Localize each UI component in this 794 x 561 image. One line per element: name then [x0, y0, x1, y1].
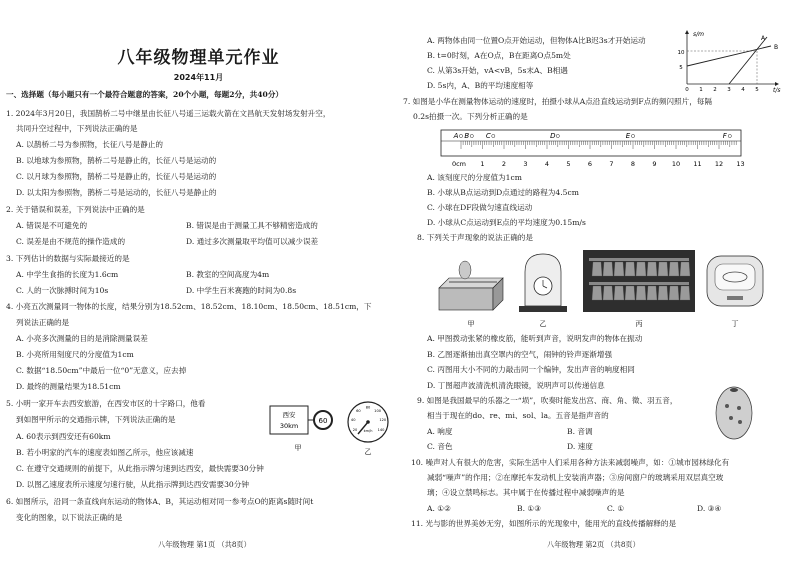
chime-bells-icon — [583, 250, 695, 312]
q9-option-a: A. 响度 — [427, 427, 453, 436]
ball-position — [492, 134, 495, 137]
q4-stem-2: 列说法正确的是 — [16, 318, 70, 327]
q3-option-d: D. 中学生百米赛跑的时间为0.8s — [186, 286, 297, 295]
q7-option-b: B. 小球从B点运动到D点通过的路程为4.5cm — [427, 188, 579, 197]
x-tick-2: 2 — [713, 87, 717, 93]
sound-figures — [433, 248, 773, 328]
line-b-label: B — [774, 44, 779, 51]
section-heading: 一、选择题（每小题只有一个最符合题意的答案，20个小题，每题2分，共40分） — [6, 90, 284, 99]
ball-position — [459, 134, 462, 137]
q9-stem-1: 9. 如图是我国最早的乐器之一“埙”，吹奏时能发出宫、商、角、徵、羽五音， — [417, 396, 678, 405]
speedometer-tick-label: 140 — [377, 428, 385, 432]
figure-label-yi: 乙 — [364, 448, 372, 456]
bell-icon — [592, 286, 602, 300]
ruler-number: 4 — [544, 160, 550, 168]
q10-option-d: D. ③④ — [697, 504, 722, 513]
q1-option-d: D. 以太阳为参照物，鹊桥二号是运动的，长征八号是静止的 — [16, 188, 217, 197]
fig-label-ding: 丁 — [731, 320, 739, 328]
q10-stem-3: 璃；④设立禁鸣标志。其中属于在传播过程中减弱噪声的是 — [427, 488, 625, 497]
ruler-number: 9 — [652, 160, 657, 168]
bell-jar-icon — [519, 254, 567, 312]
bell-icon — [625, 262, 635, 276]
strobe-ruler-figure — [433, 126, 753, 172]
q11-stem: 11. 光与影的世界美妙无穷，如图所示的光现象中，能用光的直线传播解释的是 — [411, 519, 677, 528]
ruler-number: 7 — [609, 160, 614, 168]
q6-option-a: A. 两物体由同一位置O点开始运动，但物体A比B迟3s才开始运动 — [427, 36, 646, 45]
bell-icon — [669, 286, 679, 300]
y-tick-10: 10 — [677, 50, 685, 56]
speedometer-unit: km/h — [363, 429, 373, 433]
q1-option-b: B. 以地球为参照物，鹊桥二号是静止的，长征八号是运动的 — [16, 156, 217, 165]
q5-stem-1: 5. 小明一家开车去西安旅游，在西安市区的十字路口，他看 — [6, 399, 206, 408]
q7-stem-1: 7. 如图是小华在测量物体运动的速度时，拍摄小球从A点沿直线运动到F点的频闪照片，每隔 — [403, 97, 712, 106]
ruler-number: 2 — [501, 160, 507, 168]
q10-stem-2: 减弱“噪声”的作用；②在摩托车发动机上安装消声器；③房间窗户的玻璃采用双层真空玻 — [427, 473, 724, 482]
q10-option-b: B. ①③ — [517, 504, 542, 513]
q10-stem-1: 10. 噪声对人有很大的危害，实际生活中人们采用各种方法来减弱噪声，如：①城市园林绿化有 — [411, 458, 730, 467]
speedometer-tick-label: 120 — [379, 417, 387, 422]
fig-label-bing: 丙 — [635, 320, 643, 328]
q7-stem-2: 0.2s拍摄一次。下列分析正确的是 — [413, 112, 528, 121]
q1-stem-2: 共同升空过程中，下列说法正确的是 — [16, 124, 138, 133]
bell-icon — [658, 262, 668, 276]
ball-position — [631, 134, 634, 137]
right-page — [397, 0, 794, 561]
bell-icon — [669, 262, 679, 276]
fig-label-yi: 乙 — [539, 320, 547, 328]
q4-option-d: D. 最终的测量结果为18.51cm — [16, 382, 121, 391]
bell-icon — [592, 262, 602, 276]
q2-option-a: A. 错误是不可避免的 — [16, 221, 88, 230]
x-tick-5: 5 — [755, 87, 759, 93]
ball-position — [728, 134, 731, 137]
ruler-number: 13 — [736, 160, 745, 168]
q7-option-c: C. 小球在DF段做匀速直线运动 — [427, 203, 533, 212]
y-axis-label: s/m — [693, 31, 704, 38]
speedometer-tick-label: 60 — [356, 409, 361, 413]
point-label: C — [485, 132, 491, 140]
page-footer: 八年级物理 第2页 （共8页） — [547, 540, 640, 549]
ruler-number: 11 — [693, 160, 702, 168]
x-tick-3: 3 — [727, 87, 731, 93]
figure-label-jia: 甲 — [294, 444, 302, 452]
ruler-number: 5 — [566, 160, 571, 168]
sign-distance: 30km — [279, 422, 299, 430]
q3-option-a: A. 中学生食指的长度为1.6cm — [16, 270, 119, 279]
q3-stem: 3. 下列估计的数据与实际最接近的是 — [6, 254, 130, 263]
q6-stem-2: 变化的图象，以下说法正确的是 — [16, 513, 123, 522]
q9-option-c: C. 音色 — [427, 442, 453, 451]
bell-icon — [636, 262, 646, 276]
ruler-number: 8 — [630, 160, 636, 168]
q5-stem-2: 到如图甲所示的交通指示牌，下列说法正确的是 — [16, 415, 176, 424]
x-tick-0: 0 — [685, 87, 689, 93]
point-label: E — [625, 132, 631, 140]
bell-icon — [636, 286, 646, 300]
x-tick-1: 1 — [699, 87, 703, 93]
q1-option-a: A. 以鹊桥二号为参照物，长征八号是静止的 — [16, 140, 163, 149]
q5-option-a: A. 60表示到西安还有60km — [16, 432, 111, 441]
bell-icon — [603, 262, 613, 276]
ruler-unit-label: 0cm — [451, 160, 467, 168]
point-label: D — [550, 132, 556, 140]
line-a — [729, 37, 767, 84]
q6-option-d: D. 5s内，A、B的平均速度相等 — [427, 81, 534, 90]
ruler-number: 1 — [480, 160, 485, 168]
q4-option-b: B. 小亮所用刻度尺的分度值为1cm — [16, 350, 134, 359]
q9-option-b: B. 音调 — [567, 427, 593, 436]
line-a-label: A — [761, 35, 766, 42]
bell-icon — [658, 286, 668, 300]
q10-option-a: A. ①② — [427, 504, 451, 513]
q2-option-c: C. 误差是由不规范的操作造成的 — [16, 237, 126, 246]
speedometer-icon — [348, 402, 388, 442]
q5-option-b: B. 若小明家的汽车的速度表如图乙所示，他应该减速 — [16, 448, 194, 457]
speedometer-tick-label: 100 — [374, 409, 382, 413]
speedometer-tick-label: 80 — [365, 405, 371, 410]
bell-icon — [647, 262, 657, 276]
sign-destination: 西安 — [282, 411, 296, 419]
speed-limit-value: 60 — [318, 417, 328, 425]
q8-option-d: D. 丁图超声波清洗机清洗眼镜，说明声可以传递信息 — [427, 381, 605, 390]
q8-stem: 8. 下列关于声现象的说法正确的是 — [417, 233, 533, 242]
ball-position — [556, 134, 559, 137]
q7-option-a: A. 该刻度尺的分度值为1cm — [427, 173, 522, 182]
q6-option-b: B. t=0时刻，A在O点，B在距离O点5m处 — [427, 51, 571, 60]
q1-option-c: C. 以月球为参照物，鹊桥二号是静止的，长征八号是运动的 — [16, 172, 217, 181]
q3-option-c: C. 人的一次脉搏时间为10s — [16, 286, 109, 295]
xun-ocarina-icon — [709, 380, 759, 442]
q8-option-b: B. 乙图逐渐抽出真空罩内的空气，闹钟的铃声逐渐增强 — [427, 350, 613, 359]
bell-icon — [614, 262, 624, 276]
x-tick-4: 4 — [741, 87, 745, 93]
traffic-sign-figure — [268, 398, 392, 460]
st-graph — [675, 28, 787, 94]
bell-icon — [625, 286, 635, 300]
ruler-number: 12 — [714, 160, 724, 168]
q2-option-b: B. 错误是由于测量工具不够精密造成的 — [186, 221, 318, 230]
q2-option-d: D. 通过多次测量取平均值可以减少误差 — [186, 237, 319, 246]
speedometer-tick-label: 40 — [350, 417, 356, 422]
q9-stem-2: 相当于现在的do、re、mi、sol、la。五音是指声音的 — [427, 411, 609, 420]
q2-stem: 2. 关于错误和误差，下列说法中正确的是 — [6, 205, 145, 214]
q4-option-a: A. 小亮多次测量的目的是消除测量误差 — [16, 334, 148, 343]
page-title: 八年级物理单元作业 — [117, 48, 280, 68]
page-footer: 八年级物理 第1页 （共8页） — [158, 540, 251, 549]
line-b — [687, 46, 771, 66]
ball-position — [470, 134, 473, 137]
ruler-number: 3 — [523, 160, 528, 168]
q4-stem-1: 4. 小亮五次测量同一物体的长度，结果分别为18.52cm、18.52cm、18.10cm、18.50cm、18.51cm，下 — [6, 302, 372, 311]
q6-option-c: C. 从第3s开始，vA<vB，5s末A、B相遇 — [427, 66, 568, 75]
q5-option-c: C. 在遵守交通规则的前提下，从此指示牌匀速到达西安，最快需要30分钟 — [16, 464, 264, 473]
ultrasonic-cleaner-icon — [707, 256, 763, 306]
bell-icon — [680, 262, 690, 276]
q7-option-d: D. 小球从C点运动到E点的平均速度为0.15m/s — [427, 218, 586, 227]
page-date: 2024年11月 — [173, 73, 224, 82]
q8-option-a: A. 甲图拨动张紧的橡皮筋，能听到声音，说明发声的物体在振动 — [427, 334, 643, 343]
bell-icon — [614, 286, 624, 300]
x-axis-label: t/s — [773, 87, 781, 94]
point-label: B — [464, 132, 470, 140]
q5-option-d: D. 以图乙速度表所示速度匀速行驶，从此指示牌到达西安需要30分钟 — [16, 480, 249, 489]
q9-option-d: D. 速度 — [567, 442, 593, 451]
ruler-number: 10 — [671, 160, 681, 168]
point-label: F — [722, 132, 727, 140]
rubber-band-box-icon — [439, 261, 503, 310]
q1-stem-1: 1. 2024年3月20日，我国鹊桥二号中继星由长征八号遥三运载火箭在文昌航天发射场发射升空， — [6, 109, 331, 118]
bell-icon — [647, 286, 657, 300]
q10-option-c: C. ① — [607, 504, 625, 513]
fig-label-jia: 甲 — [467, 320, 475, 328]
q4-option-c: C. 数据“18.50cm”中最后一位“0”无意义，应去掉 — [16, 366, 187, 375]
q3-option-b: B. 教室的空间高度为4m — [186, 270, 270, 279]
q6-stem-1: 6. 如图所示，沿同一条直线向东运动的物体A、B，其运动相对同一参考点O的距离s随时间t — [6, 497, 314, 506]
y-tick-5: 5 — [679, 65, 683, 71]
bell-icon — [603, 286, 613, 300]
q8-option-c: C. 丙图用大小不同的力敲击同一个编钟，发出声音的响度相同 — [427, 365, 635, 374]
point-label: A — [453, 132, 459, 140]
ruler-number: 6 — [587, 160, 593, 168]
speedometer-tick-label: 20 — [352, 428, 358, 432]
bell-icon — [680, 286, 690, 300]
